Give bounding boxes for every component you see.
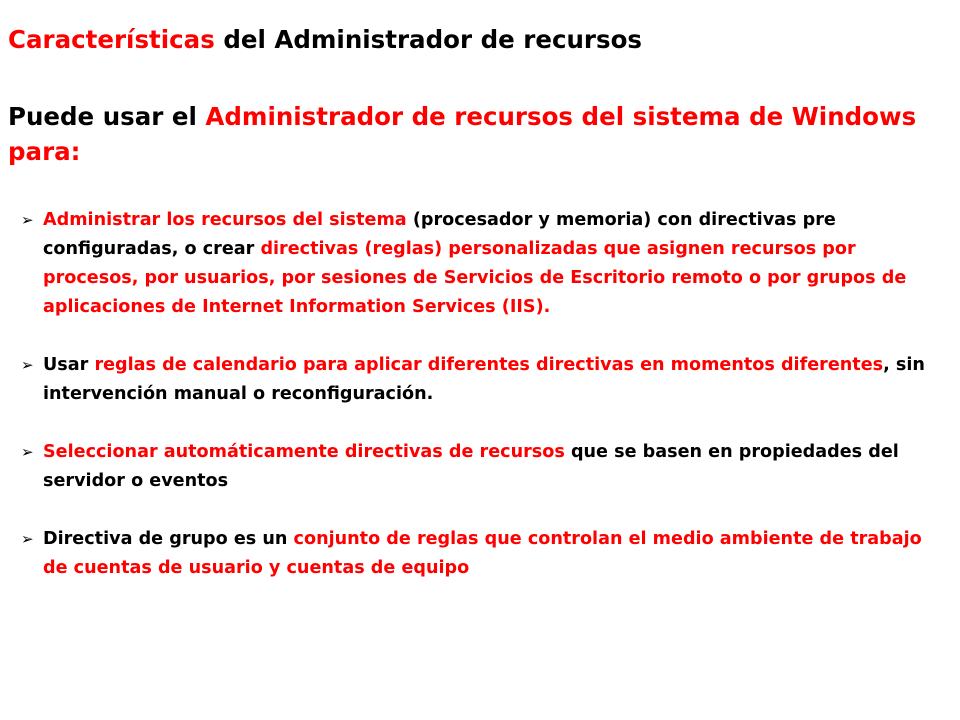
bullet-2-text-2: , sin intervención manual o reconfiguración. (43, 355, 925, 404)
intro-heading (8, 99, 938, 169)
arrowhead-bullet-icon: ➢ (21, 530, 34, 548)
bullet-item-3 (20, 438, 945, 496)
bullet-1-highlight: Administrar los recursos del sistema (43, 210, 407, 230)
arrowhead-bullet-icon: ➢ (21, 356, 34, 374)
bullet-2-highlight: reglas de calendario para aplicar diferentes directivas en momentos diferentes (94, 355, 884, 375)
intro-lead: Puede usar el (8, 102, 206, 131)
title-rest: del Administrador de recursos (214, 25, 642, 54)
bullet-item-4 (20, 525, 945, 583)
bullet-1-text: (procesador y memoria) con directivas pre configuradas, o crear (43, 210, 836, 259)
bullet-3-text: que se basen en propiedades del servidor o eventos (43, 442, 899, 491)
bullet-list (20, 206, 945, 612)
arrowhead-bullet-icon: ➢ (21, 443, 34, 461)
bullet-item-1 (20, 206, 945, 322)
bullet-4-text: Directiva de grupo es un (43, 529, 294, 549)
bullet-3-highlight: Seleccionar automáticamente directivas de recursos (43, 442, 565, 462)
arrowhead-bullet-icon: ➢ (21, 211, 34, 229)
bullet-2-text: Usar (43, 355, 95, 375)
slide-title (8, 22, 642, 58)
intro-highlight: Administrador de recursos del sistema de Windows para: (8, 102, 917, 166)
bullet-1-highlight-2: directivas (reglas) personalizadas que asignen recursos por procesos, por usuarios, por sesiones de Servicios de Escritorio remoto o por grupos de aplicaciones de Internet Information Services (IIS). (43, 239, 907, 317)
bullet-4-highlight: conjunto de reglas que controlan el medio ambiente de trabajo de cuentas de usuario y cuentas de equipo (43, 529, 922, 578)
bullet-item-2 (20, 351, 945, 409)
title-highlight: Características (8, 25, 215, 54)
